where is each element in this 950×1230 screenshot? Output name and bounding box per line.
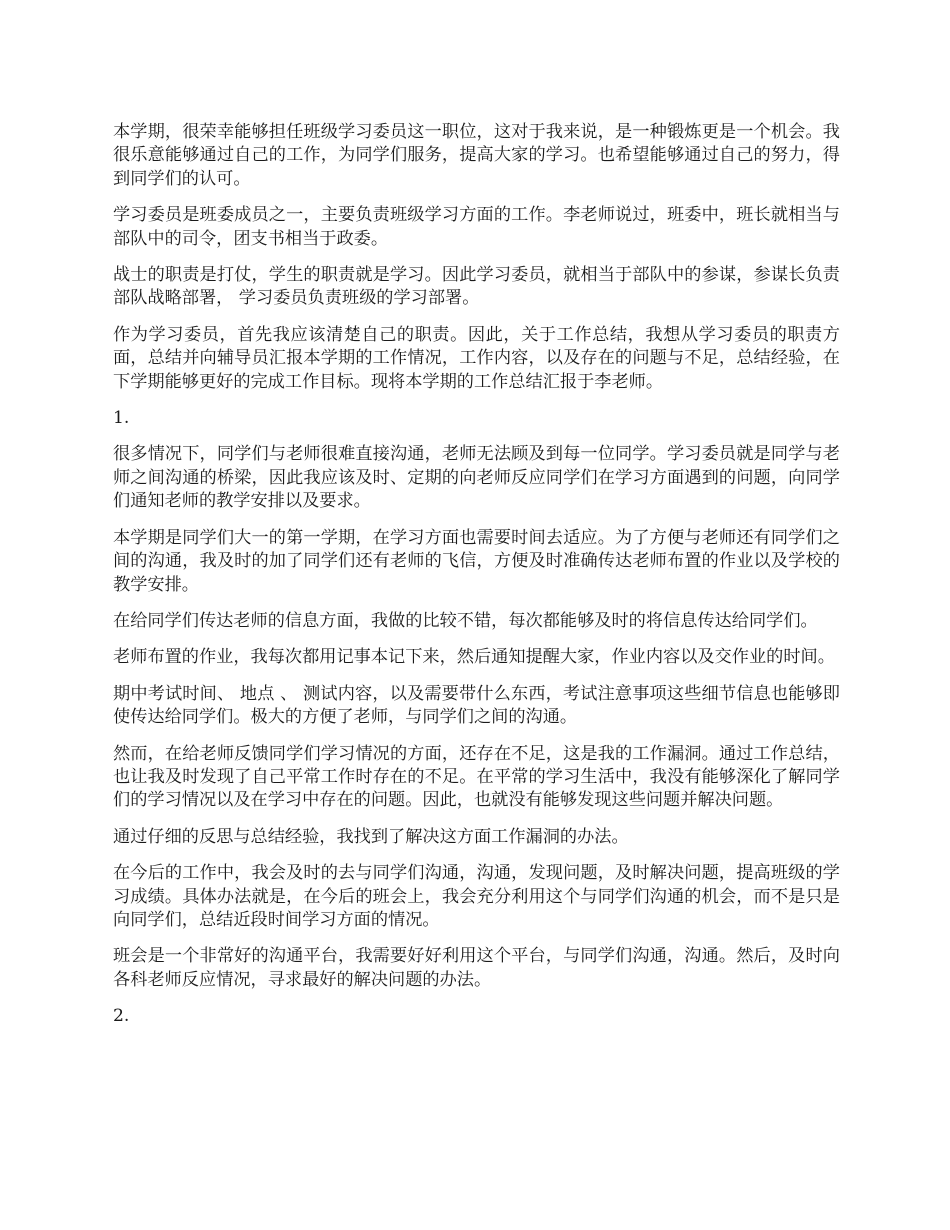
section-heading-2: 2. xyxy=(113,1006,130,1027)
paragraph-class-meeting: 班会是一个非常好的沟通平台，我需要好好利用这个平台，与同学们沟通，沟通。然后，及时向各科老师反应情况，寻求最好的解决问题的办法。 xyxy=(113,946,840,990)
paragraph-communication-bridge: 很多情况下，同学们与老师很难直接沟通，老师无法顾及到每一位同学。学习委员就是同学与老师之间沟通的桥梁，因此我应该及时、定期的向老师反应同学们在学习方面遇到的问题，向同学们通知老师的教学安排以及要求。 xyxy=(113,444,840,512)
paragraph-midterm-info: 期中考试时间、 地点 、 测试内容，以及需要带什么东西，考试注意事项这些细节信息也能够即使传达给同学们。极大的方便了老师，与同学们之间的沟通。 xyxy=(113,683,840,728)
paragraph-info-relay: 在给同学们传达老师的信息方面，我做的比较不错，每次都能够及时的将信息传达给同学们。 xyxy=(113,610,818,631)
paragraph-first-semester: 本学期是同学们大一的第一学期，在学习方面也需要时间去适应。为了方便与老师还有同学们之间的沟通，我及时的加了同学们还有老师的飞信，方便及时准确传达老师布置的作业以及学校的教学安排。 xyxy=(113,527,840,595)
paragraph-homework-notes: 老师布置的作业，我每次都用记事本记下来，然后通知提醒大家，作业内容以及交作业的时间。 xyxy=(113,647,835,668)
paragraph-future-plan: 在今后的工作中，我会及时的去与同学们沟通，沟通，发现问题，及时解决问题，提高班级的学习成绩。具体办法就是，在今后的班会上，我会充分利用这个与同学们沟通的机会，而不是只是向同学们，总结近段时间学习方面的情况。 xyxy=(113,863,840,930)
paragraph-shortcomings: 然而，在给老师反馈同学们学习情况的方面，还存在不足，这是我的工作漏洞。通过工作总结，也让我及时发现了自己平常工作时存在的不足。在平常的学习生活中，我没有能够深化了解同学们的学习情况以及在学习中存在的问题。因此，也就没有能够发现这些问题并解决问题。 xyxy=(113,743,840,811)
paragraph-reflection: 通过仔细的反思与总结经验，我找到了解决这方面工作漏洞的办法。 xyxy=(113,826,629,847)
document-body xyxy=(113,121,840,1042)
paragraph-summary-purpose: 作为学习委员，首先我应该清楚自己的职责。因此，关于工作总结，我想从学习委员的职责方面，总结并向辅导员汇报本学期的工作情况，工作内容，以及存在的问题与不足，总结经验，在下学期能够更好的完成工作目标。现将本学期的工作总结汇报于李老师。 xyxy=(113,324,840,392)
paragraph-committee-role: 学习委员是班委成员之一，主要负责班级学习方面的工作。李老师说过，班委中，班长就相当与部队中的司令，团支书相当于政委。 xyxy=(113,205,840,249)
paragraph-intro: 本学期，很荣幸能够担任班级学习委员这一职位，这对于我来说，是一种锻炼更是一个机会。我很乐意能够通过自己的工作，为同学们服务，提高大家的学习。也希望能够通过自己的努力，得到同学们的认可。 xyxy=(113,122,840,189)
section-heading-1: 1. xyxy=(113,408,130,429)
paragraph-duty-analogy: 战士的职责是打仗，学生的职责就是学习。因此学习委员，就相当于部队中的参谋，参谋长负责部队战略部署， 学习委员负责班级的学习部署。 xyxy=(113,265,840,309)
